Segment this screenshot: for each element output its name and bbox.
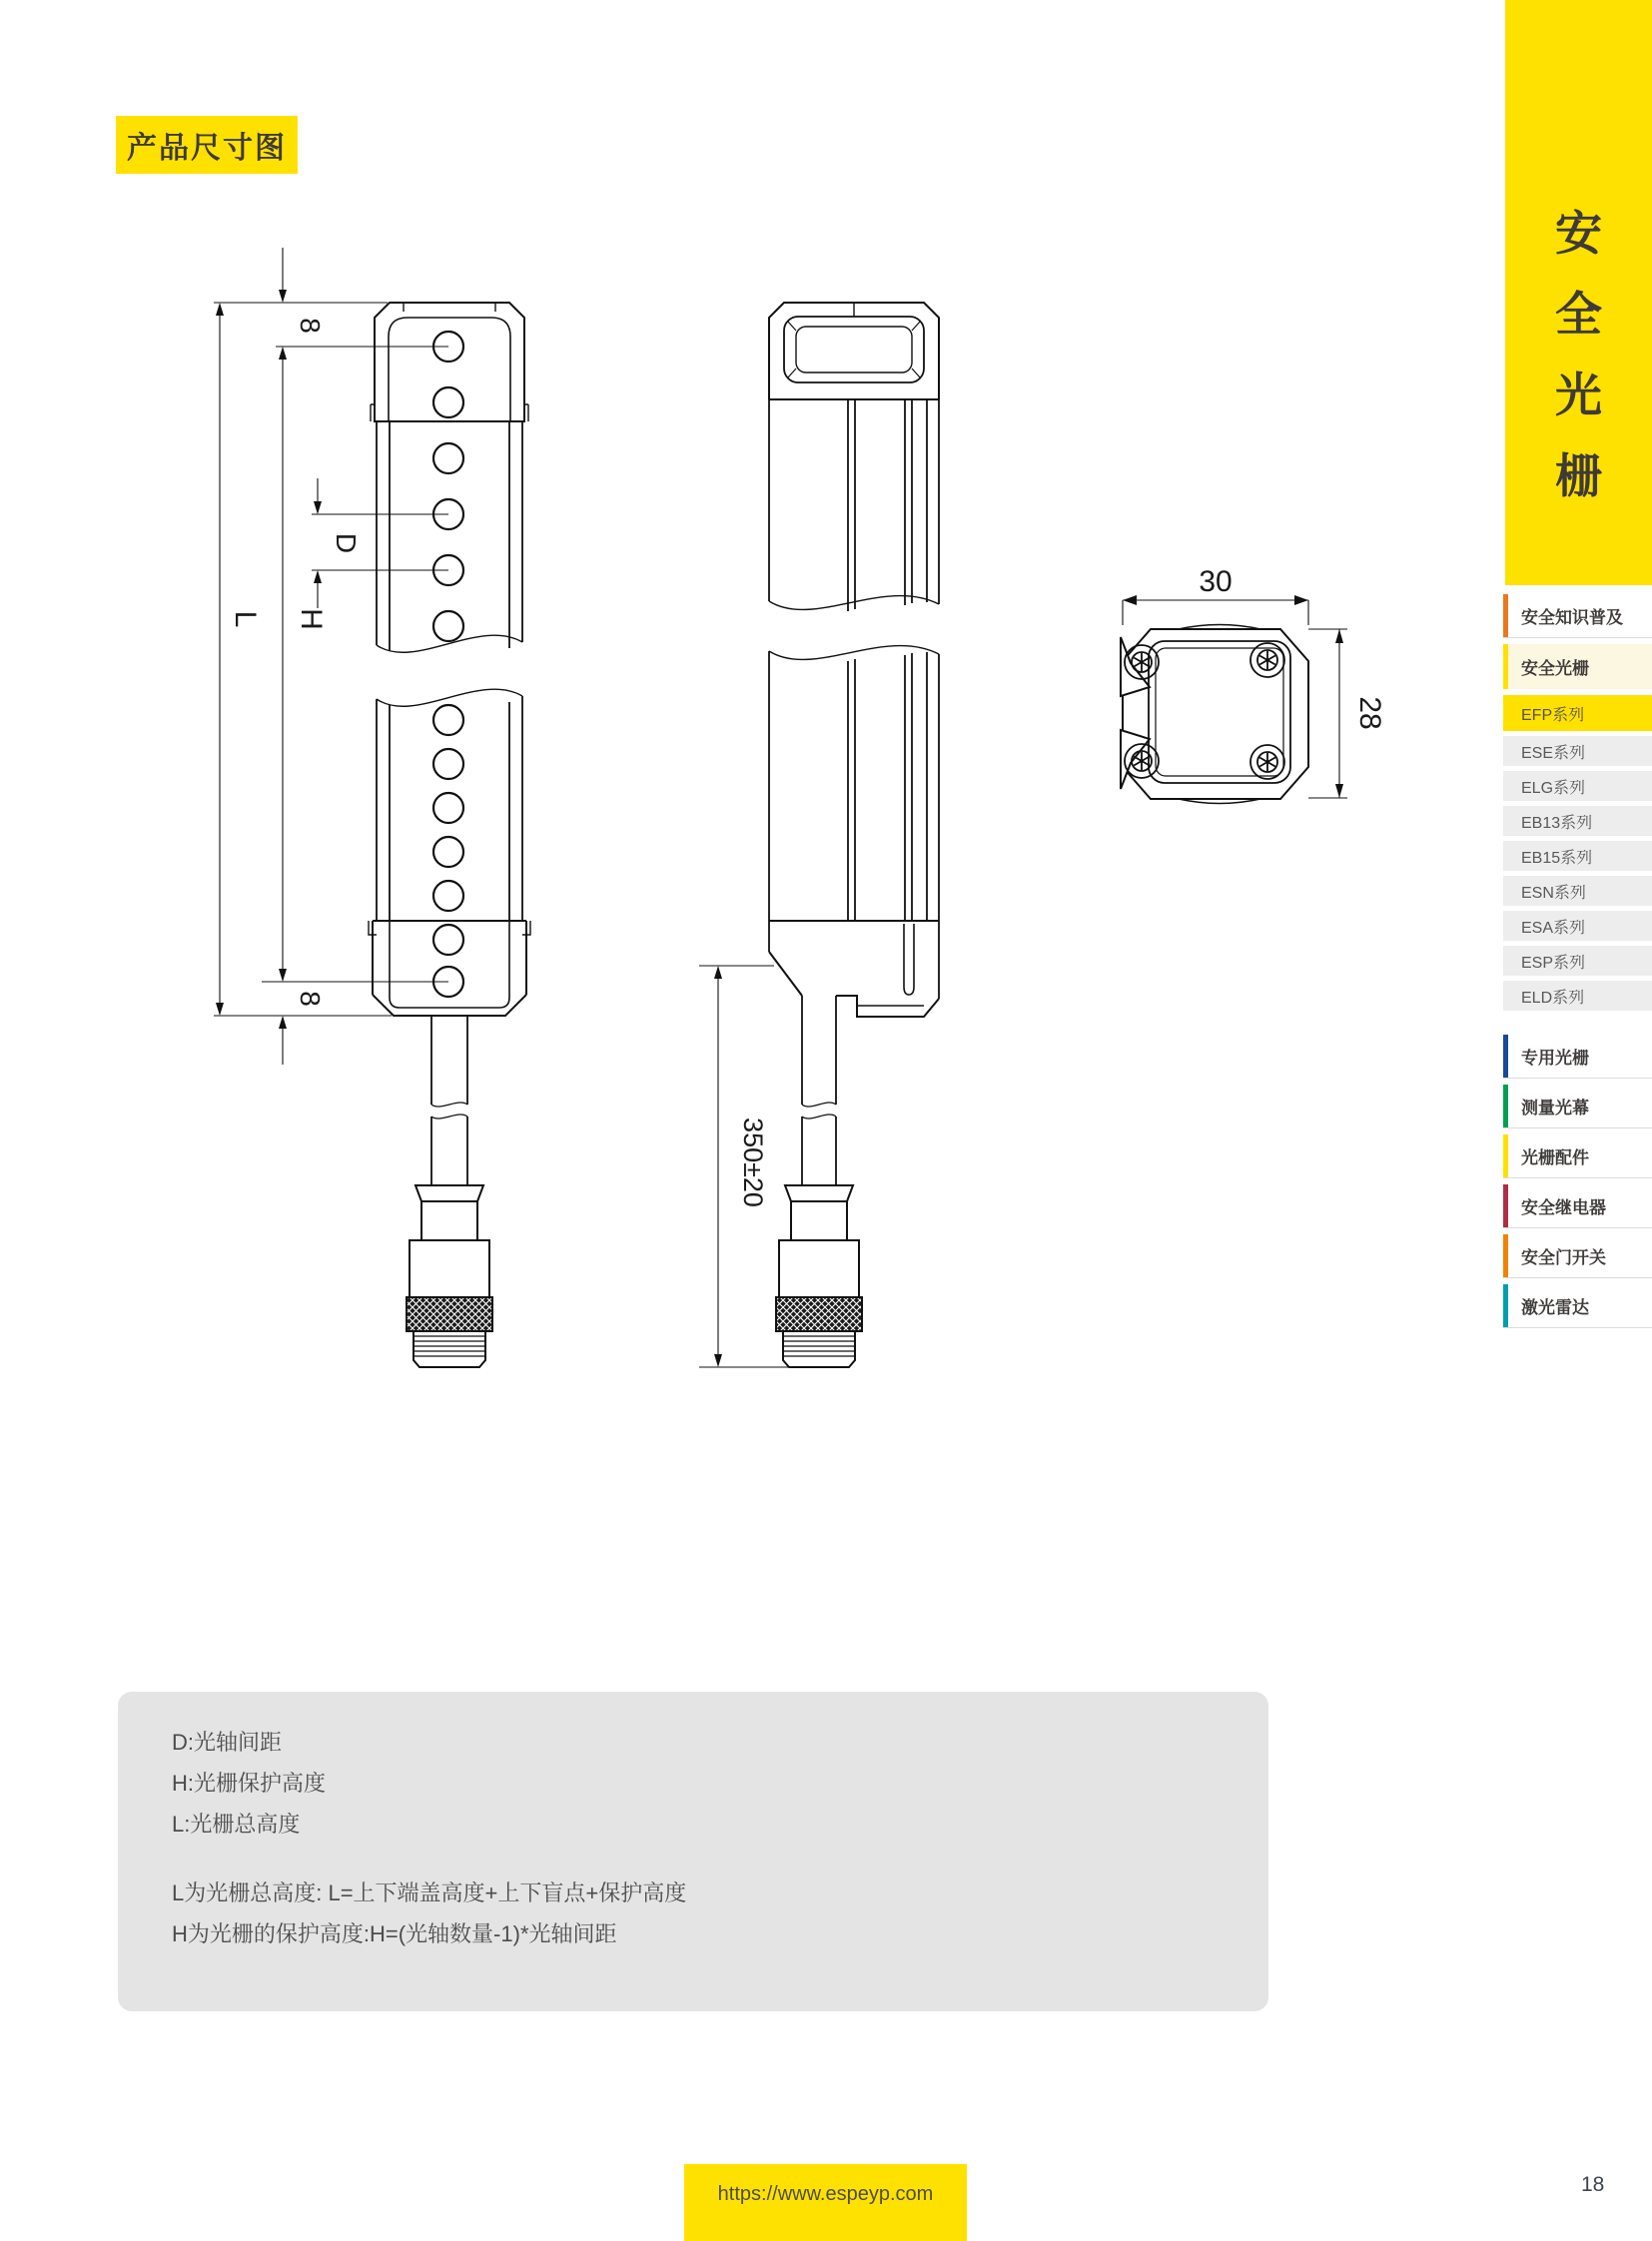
sidebar-item-esn-series[interactable]: ESN系列 [1503,876,1652,906]
dim-label-total: L [229,610,262,628]
front-view-dimensions [214,248,448,1065]
dim-label-cable: 350±20 [738,1118,768,1207]
sidebar-item-safety-light-curtain[interactable]: 安全光栅 [1503,644,1652,689]
sidebar-item-esa-series[interactable]: ESA系列 [1503,911,1652,941]
dim-label-pitch: D [331,532,362,554]
dim-label-depth: 28 [1353,696,1386,730]
note-formula-h: H为光栅的保护高度:H=(光轴数量-1)*光轴间距 [172,1921,617,1946]
accent-bar [1503,1085,1508,1127]
note-definition-d: D:光轴间距 [172,1730,283,1755]
sidebar-item-efp-series[interactable]: EFP系列 [1503,695,1652,731]
sidebar-item-safety-relay[interactable]: 安全继电器 [1503,1184,1652,1228]
side-view [769,303,939,1367]
sidebar-item-safety-door-switch[interactable]: 安全门开关 [1503,1234,1652,1278]
page-title [116,116,298,174]
note-formula-l: L为光栅总高度: L=上下端盖高度+上下盲点+保护高度 [172,1880,687,1905]
accent-bar [1503,1284,1508,1327]
accent-bar [1503,1035,1508,1078]
sidebar-item-measuring-light-curtain[interactable]: 测量光幕 [1503,1085,1652,1128]
accent-bar [1503,644,1508,689]
page-title-label: 产品尺寸图 [127,132,287,165]
accent-bar [1503,1234,1508,1277]
dim-label-width: 30 [1199,565,1233,598]
sidebar-item-special-light-curtain[interactable]: 专用光栅 [1503,1035,1652,1079]
front-view-dim-labels [229,318,362,1007]
sidebar-item-safety-knowledge[interactable]: 安全知识普及 [1503,594,1652,638]
note-definition-h: H:光栅保护高度 [172,1771,327,1796]
footer-url-box [684,2164,967,2241]
end-view [1121,625,1308,804]
accent-bar [1503,594,1508,637]
sidebar-item-eld-series[interactable]: ELD系列 [1503,981,1652,1011]
front-view [369,303,530,1367]
page-number: 18 [1581,2173,1605,2196]
note-definition-l: L:光栅总高度 [172,1812,301,1837]
footer-url[interactable]: https://www.espeyp.com [717,2183,934,2205]
accent-bar [1503,1184,1508,1227]
sidebar-item-eb13-series[interactable]: EB13系列 [1503,806,1652,836]
dim-label-top-gap: 8 [295,318,326,334]
category-banner-title: 安 全 光 栅 [1555,207,1602,502]
sidebar-item-ese-series[interactable]: ESE系列 [1503,736,1652,766]
accent-bar [1503,1134,1508,1177]
notes-panel [118,1692,1268,2011]
sidebar-item-esp-series[interactable]: ESP系列 [1503,946,1652,976]
category-banner [1505,0,1652,585]
sidebar-item-accessories[interactable]: 光栅配件 [1503,1134,1652,1178]
sidebar-item-elg-series[interactable]: ELG系列 [1503,771,1652,801]
sidebar-item-laser-radar[interactable]: 激光雷达 [1503,1284,1652,1328]
dim-label-bottom-gap: 8 [295,991,326,1007]
sidebar-item-eb15-series[interactable]: EB15系列 [1503,841,1652,871]
dim-label-protect: H [295,608,328,630]
sidebar [1503,594,1652,1334]
